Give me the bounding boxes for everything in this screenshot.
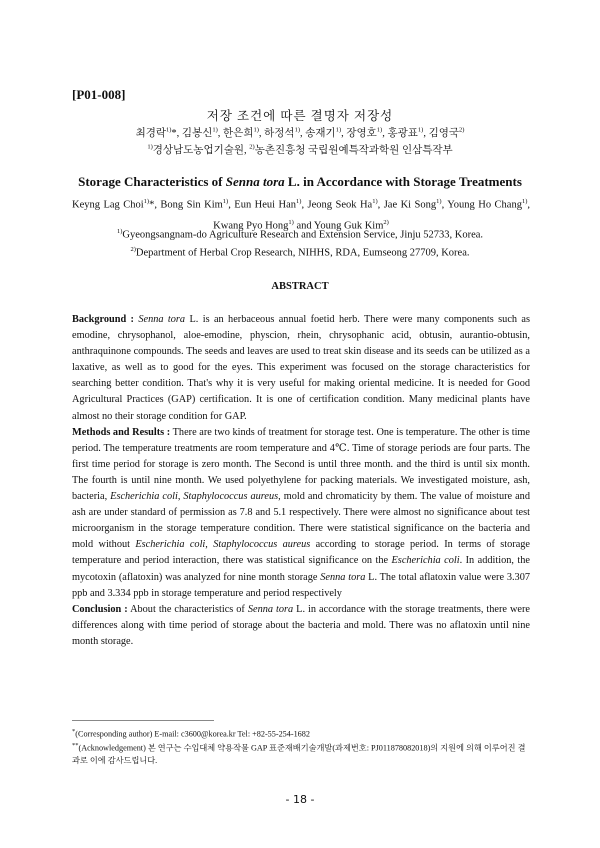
abstract-heading: ABSTRACT (271, 281, 329, 292)
footnote-rule (72, 720, 214, 721)
english-title (40, 174, 560, 190)
abstract-body (72, 312, 530, 650)
background-label: Background : (72, 314, 134, 325)
korean-authors: 최경락$^{1)}$*, 김봉신$^{1)}$, 한은희$^{1)}$, 하정석$^{1)}$, 송재기$^{1)}$, 장영호$^{1)}$, 홍광표$^{1)}$, 김영국$^{2)}$ (135, 126, 465, 139)
background-paragraph (72, 312, 530, 425)
title-post: L. in Accordance with Storage Treatments (284, 174, 522, 189)
methods-paragraph (72, 425, 530, 602)
methods-text: There are two kinds of treatment for storage test. One is temperature. The other is time period. The temperature treatments are room temperature and 4℃. Time of storage periods are four parts. The first time period for storage is zero month. The Second is until three month. and the third is until six month. The fourth is until nine month. We used polyethylene for packing materials. We investigated moisture, ash, bacteria, Escherichia coli, Staphylococcus aureus, mold and chromaticity by them. The value of moisture and ash are under standard of permission as 7.8 and 5.1 respectively. There were almost no significance about test microorganism in the storage temperature condition. There were statistical significance on the bacteria and mold without Escherichia coli, Staphylococcus aureus according to storage period. In terms of storage temperature and period interaction, there was statistical significance on the Escherichia coli. In addition, the mycotoxin (aflatoxin) was analyzed for nine month storage Senna tora L. The total aflatoxin value were 3.307 ppb and 3.334 ppb in storage temperature and period respectively (72, 426, 531, 599)
title-pre: Storage Characteristics of (78, 174, 226, 189)
english-affiliation-1: $^{1)}$Gyeongsangnam-do Agriculture Research and Extension Service, Jinju 52733, Korea. (116, 228, 484, 241)
conclusion-paragraph (72, 602, 530, 650)
footnote-acknowledgement: **(Acknowledgement) 본 연구는 수입대체 약용작물 GAP 표준재배기술개발(과제번호: PJ011878082018)의 지원에 의해 이루어진 결과로 이에 감사드립니다. (72, 742, 526, 765)
background-text: Senna tora L. is an herbaceous annual foetid herb. There were many components such as emodine, chrysophanol, aloe-emodine, physcion, rhein, chrysophanic acid, obtusin, aurantio-obtusin, anthraquinone compounds. The seeds and leaves are used to treat skin disease and its seeds can be utilized as a laxative, as well as to good for the eyes. This experiment was focused on the storage characteristics for searching better condition. That's why it is very useful for making oriental medicine. It is needed for Good Agricultural Practices (GAP) certification. It is one of certification condition. Many medicinal plants have almost no their storage condition for GAP. (72, 314, 531, 422)
english-affiliation-2: $^{2)}$Department of Herbal Crop Research, NIHHS, RDA, Eumseong 27709, Korea. (130, 246, 470, 259)
title-species: Senna tora (225, 174, 285, 189)
conclusion-label: Conclusion : (72, 603, 128, 615)
footnote-corresponding: *(Corresponding author) E-mail: c3600@korea.kr Tel: +82-55-254-1682 (72, 728, 310, 739)
korean-title: 저장 조건에 따른 결명자 저장성 (206, 109, 394, 123)
english-authors: Keyng Lag Choi$^{1)}$*, Bong Sin Kim$^{1)}$, Eun Heui Han$^{1)}$, Jeong Seok Ha$^{1)}$, Jae Ki Song$^{1)}$, Young Ho Chang$^{1)}$, Kwang Pyo Hong$^{1)}$ and Young Guk Kim$^{2)}$ (72, 198, 531, 231)
methods-label: Methods and Results : (72, 426, 171, 438)
korean-affiliations: $^{1)}$경상남도농업기술원, $^{2)}$농촌진흥청 국립원예특작과학원 인삼특작부 (147, 143, 453, 156)
conclusion-text: About the characteristics of Senna tora L. in accordance with the storage treatments, there were differences along with time period of storage about the bacteria and mold. There was no aflatoxin until nine month storage. (72, 603, 530, 647)
abstract-code: [P01-008] (72, 87, 126, 102)
page-number: - 18 - (285, 793, 315, 806)
